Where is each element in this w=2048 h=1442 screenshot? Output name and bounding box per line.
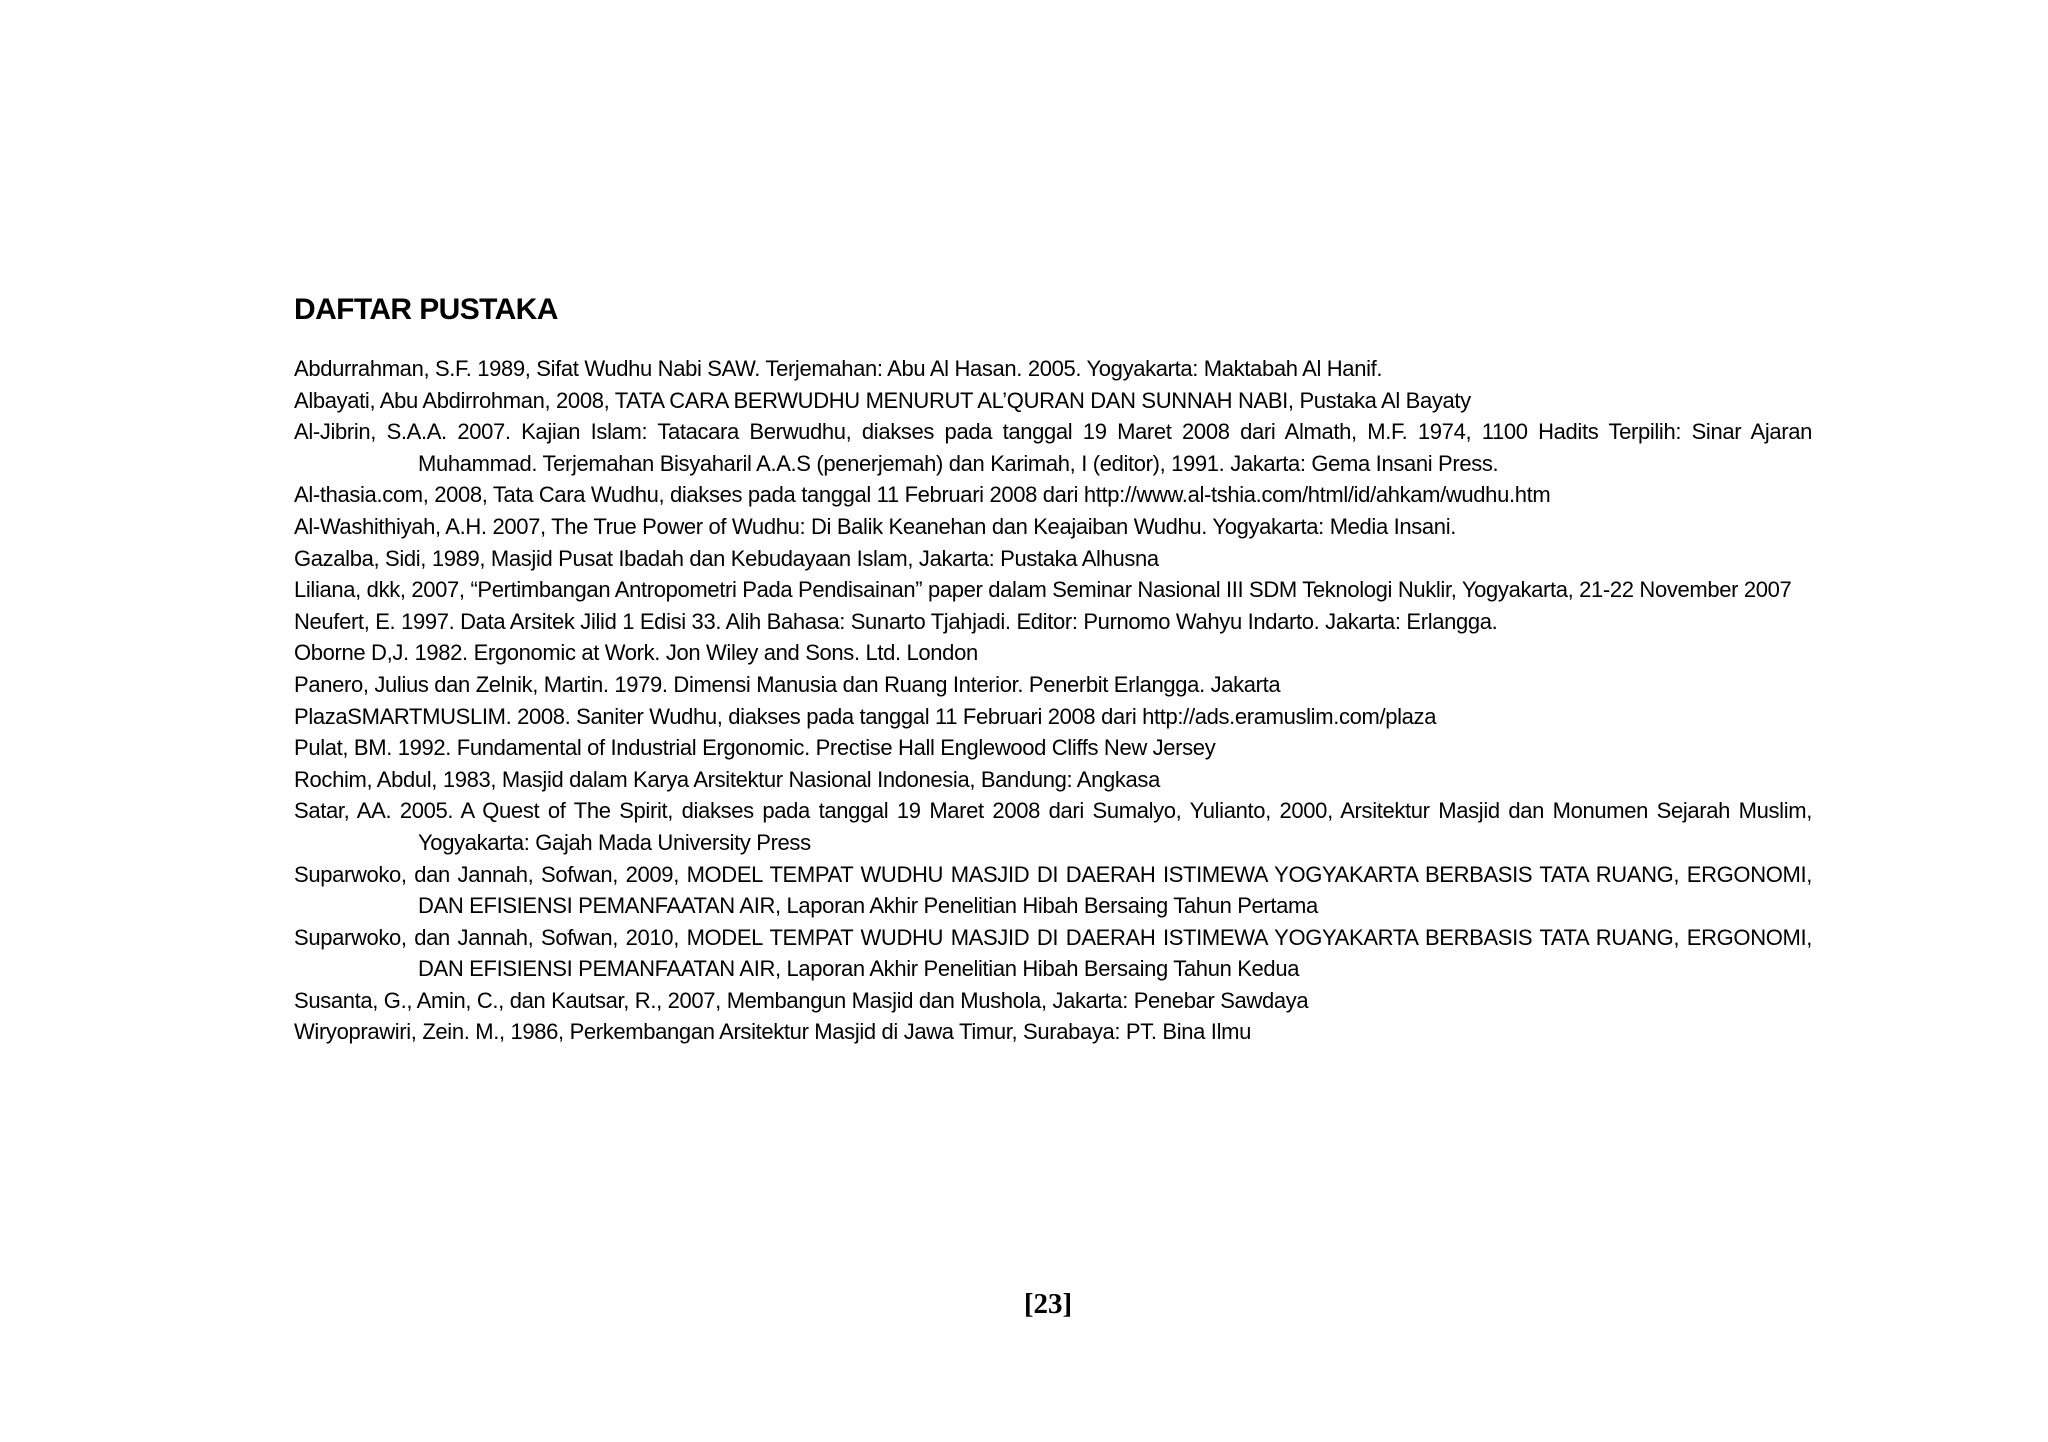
page-number: [23]	[1023, 1288, 1073, 1320]
reference-item: Gazalba, Sidi, 1989, Masjid Pusat Ibadah dan Kebudayaan Islam, Jakarta: Pustaka Alhusna	[294, 545, 1159, 571]
reference-item: Al-Jibrin, S.A.A. 2007. Kajian Islam: Tatacara Berwudhu, diakses pada tanggal 19 Maret 2008 dari Almath, M.F. 1974, 1100 Hadits Terpilih: Sinar Ajaran Muhammad. Terjemahan Bisyaharil A.A.S (penerjemah) dan Karimah, I (editor), 1991. Jakarta: Gema Insani Press.	[294, 419, 1812, 476]
reference-item: Neufert, E. 1997. Data Arsitek Jilid 1 Edisi 33. Alih Bahasa: Sunarto Tjahjadi. Editor: Purnomo Wahyu Indarto. Jakarta: Erlangga.	[294, 608, 1498, 634]
reference-item: Panero, Julius dan Zelnik, Martin. 1979. Dimensi Manusia dan Ruang Interior. Penerbit Erlangga. Jakarta	[294, 671, 1281, 697]
reference-item: Albayati, Abu Abdirrohman, 2008, TATA CARA BERWUDHU MENURUT AL’QURAN DAN SUNNAH NABI, Pustaka Al Bayaty	[294, 387, 1471, 413]
reference-item: Al-thasia.com, 2008, Tata Cara Wudhu, diakses pada tanggal 11 Februari 2008 dari http://www.al-tshia.com/html/id/ahkam/wudhu.htm	[294, 482, 1551, 508]
reference-item: Suparwoko, dan Jannah, Sofwan, 2009, MODEL TEMPAT WUDHU MASJID DI DAERAH ISTIMEWA YOGYAKARTA BERBASIS TATA RUANG, ERGONOMI, DAN EFISIENSI PEMANFAATAN AIR, Laporan Akhir Penelitian Hibah Bersaing Tahun Pertama	[294, 861, 1812, 919]
reference-item: Oborne D,J. 1982. Ergonomic at Work. Jon Wiley and Sons. Ltd. London	[294, 640, 978, 666]
reference-item: Suparwoko, dan Jannah, Sofwan, 2010, MODEL TEMPAT WUDHU MASJID DI DAERAH ISTIMEWA YOGYAKARTA BERBASIS TATA RUANG, ERGONOMI, DAN EFISIENSI PEMANFAATAN AIR, Laporan Akhir Penelitian Hibah Bersaing Tahun Kedua	[294, 924, 1812, 982]
reference-item: PlazaSMARTMUSLIM. 2008. Saniter Wudhu, diakses pada tanggal 11 Februari 2008 dari http://ads.eramuslim.com/plaza	[294, 703, 1437, 729]
reference-item: Susanta, G., Amin, C., dan Kautsar, R., 2007, Membangun Masjid dan Mushola, Jakarta: Penebar Sawdaya	[294, 987, 1309, 1013]
page-title: DAFTAR PUSTAKA	[294, 293, 558, 326]
reference-item: Rochim, Abdul, 1983, Masjid dalam Karya Arsitektur Nasional Indonesia, Bandung: Angkasa	[294, 766, 1160, 792]
reference-item: Abdurrahman, S.F. 1989, Sifat Wudhu Nabi SAW. Terjemahan: Abu Al Hasan. 2005. Yogyakarta: Maktabah Al Hanif.	[294, 356, 1383, 381]
reference-list	[294, 353, 1812, 1048]
reference-item: Liliana, dkk, 2007, “Pertimbangan Antropometri Pada Pendisainan” paper dalam Seminar Nasional III SDM Teknologi Nuklir, Yogyakarta, 21-22 November 2007	[294, 577, 1792, 603]
reference-item: Pulat, BM. 1992. Fundamental of Industrial Ergonomic. Prectise Hall Englewood Cliffs New Jersey	[294, 735, 1216, 761]
reference-item: Al-Washithiyah, A.H. 2007, The True Power of Wudhu: Di Balik Keanehan dan Keajaiban Wudhu. Yogyakarta: Media Insani.	[294, 513, 1456, 539]
reference-item: Wiryoprawiri, Zein. M., 1986, Perkembangan Arsitektur Masjid di Jawa Timur, Surabaya: PT. Bina Ilmu	[294, 1019, 1251, 1045]
reference-item: Satar, AA. 2005. A Quest of The Spirit, diakses pada tanggal 19 Maret 2008 dari Sumalyo, Yulianto, 2000, Arsitektur Masjid dan Monumen Sejarah Muslim, Yogyakarta: Gajah Mada University Press	[294, 798, 1812, 855]
